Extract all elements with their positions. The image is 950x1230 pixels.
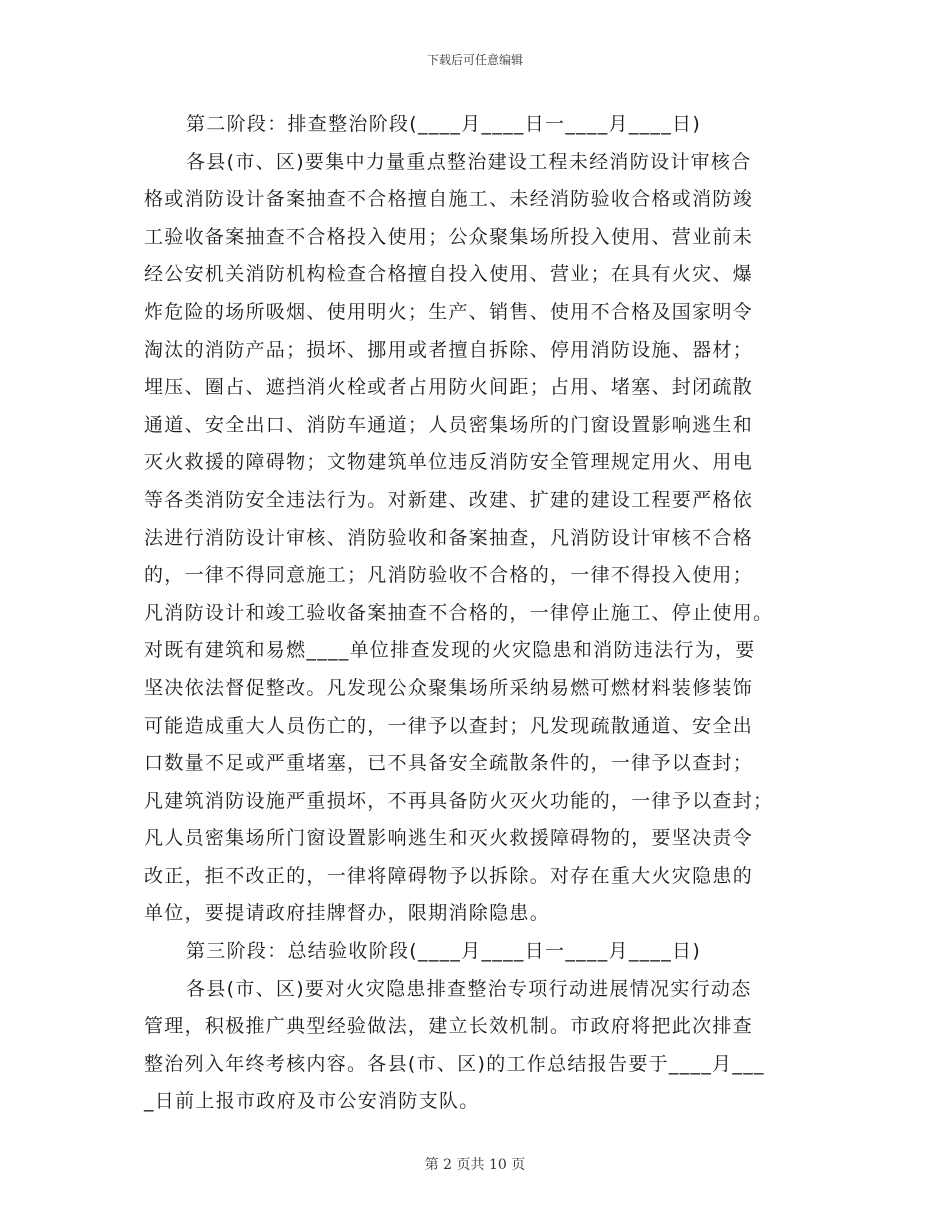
stage-three-heading: 第三阶段：总结验收阶段(____月____日一____月____日) [186, 940, 702, 963]
paragraph-line: 口数量不足或严重堵塞，已不具备安全疏散条件的，一律予以查封； [144, 752, 754, 775]
paragraph-line: 管理，积极推广典型经验做法，建立长效机制。市政府将把此次排查 [144, 1015, 754, 1038]
page-footer: 第 2 页共 10 页 [424, 1157, 526, 1173]
paragraph-line: 通道、安全出口、消防车通道；人员密集场所的门窗设置影响逃生和 [144, 413, 754, 436]
paragraph-line: 可能造成重大人员伤亡的，一律予以查封；凡发现疏散通道、安全出 [144, 714, 754, 737]
stage-two-heading: 第二阶段：排查整治阶段(____月____日一____月____日) [186, 113, 702, 135]
paragraph-line: 凡消防设计和竣工验收备案抽查不合格的，一律停止施工、停止使用。 [144, 601, 774, 624]
paragraph-line: 坚决依法督促整改。凡发现公众聚集场所采纳易燃可燃材料装修装饰 [144, 676, 754, 699]
document-body [144, 106, 806, 1121]
page-header: 下载后可任意编辑 [426, 53, 523, 67]
paragraph-line: 经公安机关消防机构检查合格擅自投入使用、营业；在具有火灾、爆 [144, 263, 754, 286]
paragraph-line: 炸危险的场所吸烟、使用明火；生产、销售、使用不合格及国家明令 [144, 300, 754, 323]
paragraph-line: 埋压、圈占、遮挡消火栓或者占用防火间距；占用、堵塞、封闭疏散 [144, 376, 754, 399]
paragraph-line: 淘汰的消防产品；损坏、挪用或者擅自拆除、停用消防设施、器材； [144, 338, 754, 361]
paragraph-line: 单位，要提请政府挂牌督办，限期消除隐患。 [144, 902, 551, 925]
paragraph-line: 凡建筑消防设施严重损坏，不再具备防火灭火功能的，一律予以查封； [144, 789, 774, 812]
paragraph-line: 各县(市、区)要集中力量重点整治建设工程未经消防设计审核合 [186, 150, 752, 173]
paragraph-line: _日前上报市政府及市公安消防支队。 [144, 1090, 480, 1113]
paragraph-line: 灭火救援的障碍物；文物建筑单位违反消防安全管理规定用火、用电 [144, 451, 754, 474]
paragraph-line: 凡人员密集场所门窗设置影响逃生和灭火救援障碍物的，要坚决责令 [144, 827, 754, 850]
paragraph-line: 工验收备案抽查不合格投入使用；公众聚集场所投入使用、营业前未 [144, 225, 754, 248]
paragraph-line: 格或消防设计备案抽查不合格擅自施工、未经消防验收合格或消防竣 [144, 188, 754, 211]
paragraph-line: 法进行消防设计审核、消防验收和备案抽查，凡消防设计审核不合格 [144, 526, 754, 549]
paragraph-line: 改正，拒不改正的，一律将障碍物予以拆除。对存在重大火灾隐患的 [144, 864, 754, 887]
paragraph-line: 的，一律不得同意施工；凡消防验收不合格的，一律不得投入使用； [144, 564, 754, 587]
paragraph-line: 各县(市、区)要对火灾隐患排查整治专项行动进展情况实行动态 [186, 977, 752, 1000]
paragraph-line: 整治列入年终考核内容。各县(市、区)的工作总结报告要于____月___ [144, 1052, 765, 1075]
paragraph-line: 等各类消防安全违法行为。对新建、改建、扩建的建设工程要严格依 [144, 488, 754, 511]
paragraph-line: 对既有建筑和易燃____单位排查发现的火灾隐患和消防违法行为，要 [144, 639, 756, 662]
